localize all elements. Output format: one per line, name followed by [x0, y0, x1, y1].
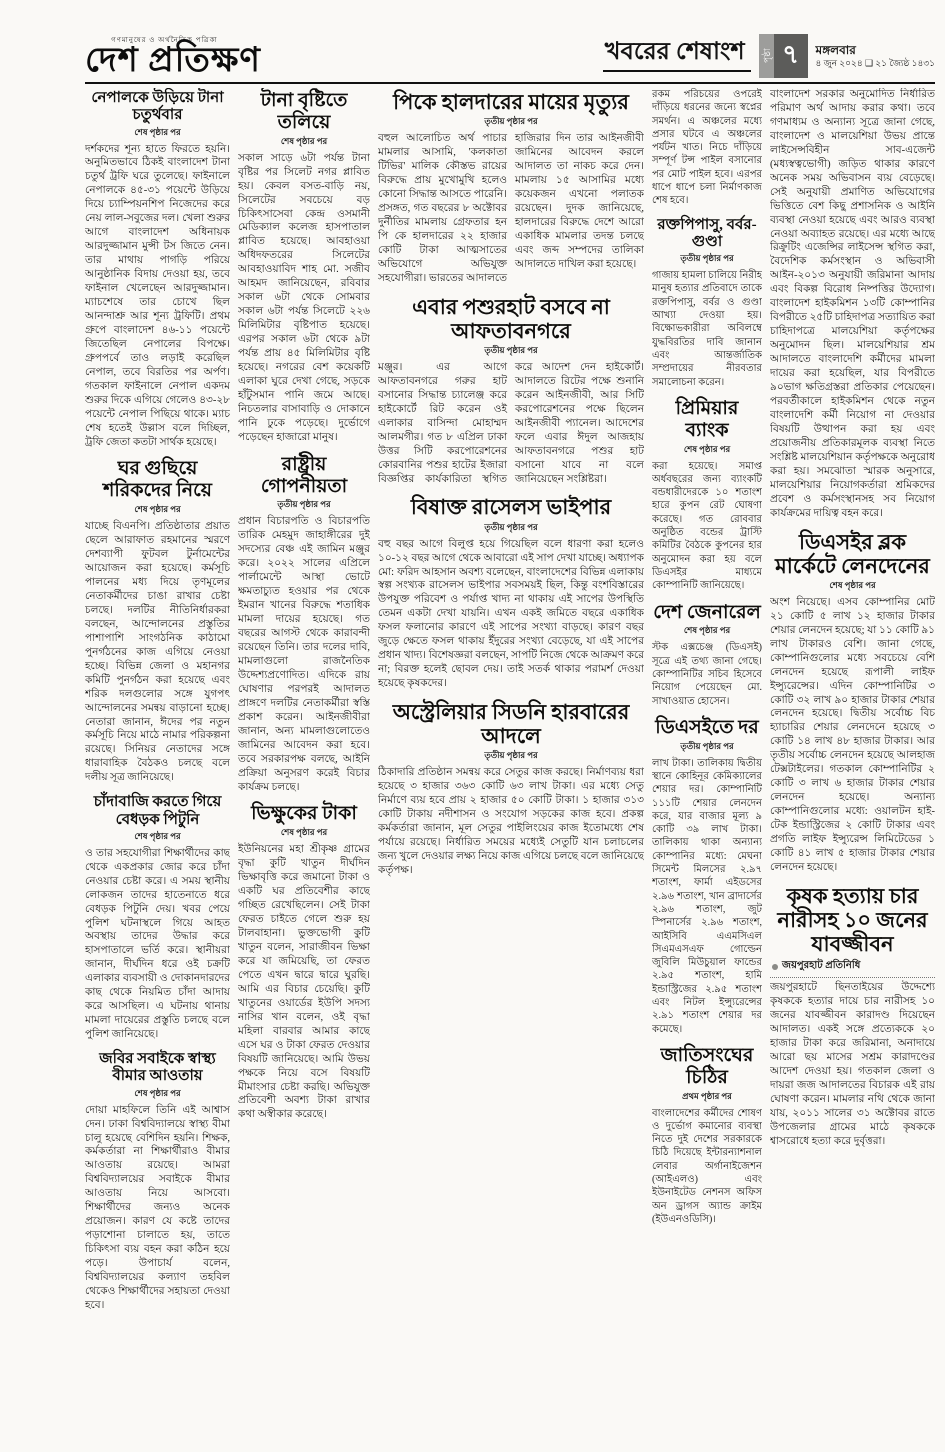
article-title: চাঁদাবাজি করতে গিয়ে বেধড়ক পিটুনি — [93, 794, 222, 828]
continued-label: শেষ পৃষ্ঠার পর — [280, 827, 328, 838]
continued-label: শেষ পৃষ্ঠার পর — [683, 625, 731, 636]
continuation-fragment — [652, 88, 762, 208]
section-title: খবরের শেষাংশ — [603, 40, 751, 72]
article-extortion-beating — [85, 794, 230, 1042]
article-body: রকম পরিচয়ের ওপরেই দাঁড়িয়ে ধরনের জন্যে স্বপ্নের সমর্থন। এ অঞ্চলের মধ্যে প্রসার ঘটবে এ অঞ্চলের পর্যটন খাত। নিচে দাঁড়িয়ে সম্পূর্ণ টন্স পাইল বসানোর পর মোট পাইল হবে। এরপর ধাপে ধাপে চলা নির্মাণকাজ শেষ হবে। — [652, 89, 762, 207]
continued-label: তৃতীয় পৃষ্ঠার পর — [484, 116, 538, 127]
column-2 — [238, 88, 370, 1444]
article-body: জয়পুরহাটে ছিনতাইয়ের উদ্দেশ্যে কৃষককে হত্যার দায়ে চার নারীসহ ১০ জনের যাবজ্জীবন কারাদণ্ড দিয়েছেন আদালত। একই সঙ্গে প্রত্যেককে ২০ হাজার টাকা করে জরিমানা, অনাদায়ে আরো ছয় মাসের সশ্রম কারাদণ্ডের আদেশ দেওয়া হয়। গতকাল জেলা ও দায়রা জজ আদালতের বিচারক এই রায় ঘোষণা করেন। মামলার নথি থেকে জানা যায়, ২০১১ সালের ৩১ অক্টোবর রাতে উপজেলার গ্রামের মাঠে কৃষককে শ্বাসরোধে হত্যা করে দুর্বৃত্তরা। — [770, 977, 935, 1148]
masthead — [85, 37, 261, 78]
article-body: ঠিকাদারি প্রতিষ্ঠান সমন্বয় করে সেতুর কাজ করছে। নির্মাণব্যয় ধরা হয়েছে ৩ হাজার ৩৬৩ কোটি ৬৩ লাখ টাকা। এর মধ্যে সেতু নির্মাণে ব্যয় হবে প্রায় ২ হাজার ৫০ কোটি টাকা। ১ হাজার ৩১৩ কোটি টাকায় নদীশাসন ও সংযোগ সড়কের কাজ হবে। প্রকল্প কর্মকর্তারা জানান, মূল সেতুর পাইলিংয়ের কাজ ইতোমধ্যে শেষ পর্যায়ে রয়েছে। নির্ধারিত সময়ের মধ্যেই সেতুটি যান চলাচলের জন্য খুলে দেওয়ার লক্ষ্য নিয়ে কাজ এগিয়ে চলছে বলে জানিয়েছে কর্তৃপক্ষ। — [378, 767, 644, 877]
column-5 — [652, 88, 762, 1444]
continued-label: প্রথম পৃষ্ঠার পর — [682, 1090, 732, 1101]
article-sylhet-rain — [238, 90, 370, 445]
article-title: জাতিসংঘের চিঠির — [660, 1044, 754, 1088]
article-title: বিষাক্ত রাসেলস ভাইপার — [410, 495, 612, 520]
article-premier-bank — [652, 398, 762, 593]
article-russells-viper — [378, 495, 644, 691]
article-title: ঘর গুছিয়ে শরিকদের নিয়ে — [103, 458, 212, 502]
page-number: ৭ — [774, 34, 808, 78]
article-body: অংশ নিয়েছে। এসব কোম্পানির মোট ২১ কোটি ৫ লাখ ১২ হাজার টাকার শেয়ার লেনদেন হয়েছে; যা ১১ কোটি ৯১ লাখ টাকারও বেশি। জানা গেছে, কোম্পানিগুলোর মধ্যে সবচেয়ে বেশি লেনদেন হয়েছে রূপালী লাইফ ইন্স্যুরেন্সের। এদিন কোম্পানিটির ৩ কোটি ৩২ লাখ ৯০ হাজার টাকার শেয়ার লেনদেন হয়েছে। দ্বিতীয় সর্বোচ্চ বিচ হ্যাচারির শেয়ার লেনদেনে হয়েছে ৩ কোটি ১৪ লাখ ৪৮ হাজার টাকার। আর তৃতীয় সর্বোচ্চ লেনদেন হয়েছে আলহাজ টেক্সটাইলের। গতকাল কোম্পানিটির ২ কোটি ৩ লাখ ৬ হাজার টাকার শেয়ার লেনদেন হয়েছে। অন্যান্য কোম্পানিগুলোর মধ্যে: ওয়ালটন হাই-টেক ইন্ডাস্ট্রিজের ২ কোটি টাকার এবং প্রগতি লাইফ ইন্স্যুরেন্স লিমিটেডের ১ কোটি ৪১ লাখ ৫ হাজার টাকার শেয়ার লেনদেন হয়েছে। — [770, 596, 935, 873]
article-title: রাষ্ট্রীয় গোপনীয়তা — [260, 453, 348, 497]
article-body: ইউনিয়নের মহা শ্রীকৃষ্ণ গ্রামের বৃদ্ধা কুটি খাতুন দীর্ঘদিন ভিক্ষাবৃত্তি করে জমানো টাকা ও একটি ঘর প্রতিবেশীর কাছে গচ্ছিত রেখেছিলেন। সেই টাকা ফেরত চাইতে গেলে শুরু হয় টালবাহানা। ভুক্তভোগী কুটি খাতুন বলেন, সারাজীবন ভিক্ষা করে যা জমিয়েছি, তা ফেরত পেতে এখন দ্বারে দ্বারে ঘুরছি। আমি এর বিচার চেয়েছি। কুটি খাতুনের ওয়ার্ডের ইউপি সদস্য নাসির খান বলেন, ওই বৃদ্ধা মহিলা বারবার আমার কাছে এসে ঘর ও টাকা ফেরত দেওয়ার বিষয়টি জানিয়েছে। আমি উভয় পক্ষকে নিয়ে বসে বিষয়টি মীমাংসার চেষ্টা করছি। অভিযুক্ত প্রতিবেশী অবশ্য টাকা রাখার কথা অস্বীকার করেছে। — [238, 844, 370, 1121]
column-3-4-block — [378, 88, 644, 1444]
article-title: দেশ জেনারেল — [653, 601, 761, 623]
article-nepal-kabaddi — [85, 90, 230, 449]
page-badge — [759, 34, 808, 78]
masthead-tagline: গণমানুষের ও অর্থনৈতিক পত্রিকা — [111, 36, 218, 44]
weekday: মঙ্গলবার — [815, 42, 856, 57]
article-body: লাখ টাকা। তালিকায় দ্বিতীয় স্থানে কোহিনূর কেমিক্যালের শেয়ার দর। কোম্পানিটি ১১১টি শেয়ার লেনদেন করে, যার বাজার মূল্য ৯ কোটি ৩৯ লাখ টাকা। তালিকায় থাকা অন্যান্য কোম্পানির মধ্যে: মেঘনা সিমেন্ট মিলসের ২.৯৭ শতাংশ, ফার্মা এইডসের ২.৯৬ শতাংশ, খান ব্রাদার্সের ২.৯৬ শতাংশ, জুট স্পিনার্সের ২.৯৬ শতাংশ, আইসিবি এএমসিএল সিএমএসএফ গোল্ডেন জুবিলি মিউচুয়াল ফান্ডের ২.৯৫ শতাংশ, হামি ইন্ডাস্ট্রিজের ২.৯৫ শতাংশ এবং নিটল ইন্স্যুরেন্সের ২.৯১ শতাংশ শেয়ার দর কমেছে। — [652, 757, 762, 1035]
article-title: কৃষক হত্যায় চার নারীসহ ১০ জনের যাবজ্জীবন — [777, 883, 928, 957]
article-bloodthirsty-barbarian — [652, 217, 762, 389]
continued-label: তৃতীয় পৃষ্ঠার পর — [680, 740, 734, 751]
article-title: ভিক্ষুকের টাকা — [251, 803, 357, 825]
article-un-letter — [652, 1045, 762, 1226]
continuation-malaysia-workers — [770, 88, 935, 521]
article-title: এবার পশুরহাট বসবে না আফতাবনগরে — [412, 294, 610, 343]
article-body: যাচ্ছে বিএনপি। প্রতিষ্ঠাতার প্রয়াত ছেলে আরাফাত রহমানের স্মরণে দেশব্যাপী ফুটবল টুর্নামেন্টের আয়োজন করা হয়েছে। কর্মসূচি পালনের মধ্য দিয়ে তৃণমূলের নেতাকর্মীদের চাঙা রাখার চেষ্টা চলছে। দলটির নীতিনির্ধারকরা বলছেন, আন্দোলনের প্রস্তুতির পাশাপাশি সাংগঠনিক কাঠামো পুনর্গঠনের কাজ এগিয়ে নেওয়া হচ্ছে। বিভিন্ন জেলা ও মহানগর কমিটি পুনর্গঠন করা হয়েছে এবং শরিক দলগুলোর সঙ্গে যুগপৎ আন্দোলনের সমন্বয় বাড়ানো হচ্ছে। নেতারা জানান, ঈদের পর নতুন কর্মসূচি নিয়ে মাঠে নামার পরিকল্পনা রয়েছে। সিনিয়র নেতাদের সঙ্গে ধারাবাহিক বৈঠকও চলছে বলে দলীয় সূত্র জানিয়েছে। — [85, 521, 230, 784]
byline-bullet-icon — [772, 964, 778, 970]
article-body: ও তার সহযোগীরা শিক্ষার্থীদের কাছ থেকে একপ্রকার জোর করে চাঁদা নেওয়ার চেষ্টা করে। এ সময় স্থানীয় লোকজন তাদের হাতেনাতে ধরে বেধড়ক পিটুনি দেয়। খবর পেয়ে পুলিশ ঘটনাস্থলে গিয়ে আহত অবস্থায় তাদের উদ্ধার করে হাসপাতালে ভর্তি করে। স্থানীয়রা জানান, দীর্ঘদিন ধরে ওই চক্রটি এলাকার ব্যবসায়ী ও দোকানদারদের কাছ থেকে নিয়মিত চাঁদা আদায় করে আসছিল। এ ঘটনায় থানায় মামলা দায়েরের প্রস্তুতি চলছে বলে পুলিশ জানিয়েছে। — [85, 847, 230, 1041]
article-title: অস্ট্রেলিয়ার সিডনি হারবারের আদলে — [392, 700, 630, 749]
continued-label: তৃতীয় পৃষ্ঠার পর — [680, 253, 734, 264]
continued-label: শেষ পৃষ্ঠার পর — [280, 135, 328, 146]
article-dse-block-market — [770, 530, 935, 875]
article-body: বহু বছর আগে বিলুপ্ত হয়ে গিয়েছিল বলে ধারণা করা হলেও ১০-১২ বছর আগে থেকে আবারো এই সাপ দেখা যাচ্ছে। অধ্যাপক মো: ফরিদ আহসান অবশ্য বলেছেন, বাংলাদেশের বিভিন্ন এলাকায় স্বল্প সংখ্যক রাসেলস ভাইপার সবসময়ই ছিল, কিন্তু বংশবিস্তারের উপযুক্ত পরিবেশ ও পর্যাপ্ত খাদ্য না থাকায় এই সাপের উপস্থিতি তেমন একটা দেখা যায়নি। এখন একই জমিতে বছরে একাধিক ফসল ফলানোর কারণে এই সাপের সংখ্যা বাড়ছে। কারণ বছর জুড়ে ক্ষেতে ফসল থাকায় ইঁদুরের সংখ্যা বেড়েছে, যা এই সাপের প্রধান খাদ্য। বিশেষজ্ঞরা বলছেন, সাপটি নিজে থেকে আক্রমণ করে না; বিরক্ত হলেই ছোবল দেয়। তাই সতর্ক থাকার পরামর্শ দেওয়া হয়েছে কৃষকদের। — [378, 538, 644, 690]
article-body: মঞ্জুর। এর আগে আফতাবনগরে গরুর হাট বসানোর সিদ্ধান্ত চ্যালেঞ্জ করে হাইকোর্টে রিট করেন ওই এলাকার বাসিন্দা মোহাম্মদ আলমগীর। গত ৮ এপ্রিল ঢাকা উত্তর সিটি করপোরেশনের কোরবানির পশুর হাটের ইজারা বিজ্ঞপ্তির কার্যকারিতা স্থগিত করে আদেশ দেন হাইকোর্ট। আদালতে রিটের পক্ষে শুনানি করেন আইনজীবী, আর সিটি করপোরেশনের পক্ষে ছিলেন আইনজীবী প্যানেল। আদেশের ফলে এবার ঈদুল আজহায় আফতাবনগরে পশুর হাট বসানো যাবে না বলে জানিয়েছেন সংশ্লিষ্টরা। — [378, 361, 644, 485]
article-title: টানা বৃষ্টিতে তলিয়ে — [260, 90, 348, 133]
article-body: স্টক এক্সচেঞ্জ (ডিএসই) সূত্রে এই তথ্য জানা গেছে। কোম্পানিটির সচিব হিসেবে নিয়োগ পেয়েছেন মো. সাখাওয়াত হোসেন। — [652, 642, 762, 707]
article-body: বাংলাদেশের কর্মীদের শোষণ ও দুর্ভোগ কমানোর ব্যবস্থা নিতে দুই দেশের সরকারকে চিঠি দিয়েছে ইন্টারন্যাশনাল লেবার অর্গানাইজেশন (আইএলও) এবং ইউনাইটেড নেশনস অফিস অন ড্রাগস অ্যান্ড ক্রাইম (ইউএনওডিসি)। — [652, 1107, 762, 1225]
article-title: জবির সবাইকে স্বাস্থ্য বীমার আওতায় — [99, 1051, 216, 1085]
article-title: পিকে হালদারের মায়ের মৃত্যুর — [393, 90, 629, 114]
article-jnu-health-insurance — [85, 1051, 230, 1313]
article-body: গাজায় হামলা চালিয়ে নিরীহ মানুষ হত্যার প্রতিবাদে তাকে রক্তপিপাসু, বর্বর ও গুণ্ডা আখ্যা দেওয়া হয়। বিক্ষোভকারীরা অবিলম্বে যুদ্ধবিরতির দাবি জানান এবং আন্তর্জাতিক সম্প্রদায়ের নীরবতার সমালোচনা করেন। — [652, 270, 762, 388]
masthead-title: দেশ প্রতিক্ষণ — [85, 42, 261, 79]
article-title: রক্তপিপাসু, বর্বর-গুণ্ডা — [657, 216, 757, 250]
date-line: ৪ জুন ২০২৪ ❑ ২১ জ্যৈষ্ঠ ১৪৩১ — [815, 57, 935, 68]
article-title: প্রিমিয়ার ব্যাংক — [675, 397, 739, 441]
article-body: বহুল আলোচিত অর্থ পাচার মামলার আসামি, 'কলকাতা টিভির' মালিক কৌস্তভ রায়ের বিরুদ্ধে প্রায় মুখোমুখি হলেও কোনো সিদ্ধান্ত আসতে পারেনি। প্রসঙ্গত, গত বছরের ৮ অক্টোবর দুর্নীতির মামলায় গ্রেফতার হন পি কে হালদারের ২২ হাজার কোটি টাকা আত্মসাতের অভিযোগে অভিযুক্ত সহযোগীরা। ভারতের আদালতে হাজিরার দিন তার আইনজীবী জামিনের আবেদন করলে আদালত তা নাকচ করে দেন। মামলায় ১৫ আসামির মধ্যে কয়েকজন এখনো পলাতক রয়েছেন। দুদক জানিয়েছে, হালদারের বিরুদ্ধে দেশে আরো একাধিক মামলার তদন্ত চলছে এবং জব্দ সম্পদের তালিকা আদালতে দাখিল করা হয়েছে। — [378, 133, 644, 284]
header-right — [603, 34, 935, 78]
column-1 — [85, 88, 230, 1444]
continued-label: শেষ পৃষ্ঠার পর — [134, 830, 181, 841]
article-body: সকাল সাড়ে ৬টা পর্যন্ত টানা বৃষ্টির পর সিলেট নগর প্লাবিত হয়। কেবল বসত-বাড়ি নয়, সিলেটের সবচেয়ে বড় চিকিৎসাসেবা কেন্দ্র ওসমানী মেডিক্যাল কলেজ হাসপাতাল প্লাবিত হয়েছে। আবহাওয়া অধিদফতরের সিলেটের আবহাওয়াবিদ শাহ মো. সজীব আহমদ জানিয়েছেন, রবিবার সকাল ৬টা থেকে সোমবার সকাল ৬টা পর্যন্ত সিলেটে ২২৬ মিলিমিটার বৃষ্টিপাত হয়েছে। এরপর সকাল ৬টা থেকে ৯টা পর্যন্ত প্রায় ৪৫ মিলিমিটার বৃষ্টি হয়েছে। নগরের বেশ কয়েকটি এলাকা ঘুরে দেখা গেছে, সড়কে হাঁটুসমান পানি জমে আছে। নিচতলার বাসাবাড়ি ও দোকানে পানি ঢুকে পড়েছে। দুর্ভোগে পড়েছেন হাজারো মানুষ। — [238, 152, 370, 443]
article-desh-general — [652, 602, 762, 708]
continued-label: শেষ পৃষ্ঠার পর — [134, 504, 181, 515]
continued-label: শেষ পৃষ্ঠার পর — [683, 443, 731, 454]
article-pk-haldar — [378, 90, 644, 286]
article-body: দোয়া মাহফিলে তিনি এই আশ্বাস দেন। ঢাকা বিশ্ববিদ্যালয়ে স্বাস্থ্য বীমা চালু হয়েছে বেশিদিন হয়নি। শিক্ষক, কর্মকর্তারা না শিক্ষার্থীরাও বীমার আওতায় রয়েছে। আমরা বিশ্ববিদ্যালয়ের সবাইকে বীমার আওতায় নিয়ে আসবো। শিক্ষার্থীদের জন্যও অনেক প্রয়োজন। কারণ যে কষ্টে তাদের পড়াশোনা চালাতে হয়, তাতে চিকিৎসা ব্যয় বহন করা কঠিন হয়ে পড়ে। উপাচার্য বলেন, বিশ্ববিদ্যালয়ের কল্যাণ তহবিল থেকেও শিক্ষার্থীদের সহায়তা দেওয়া হবে। — [85, 1104, 230, 1311]
article-beggar-money — [238, 803, 370, 1122]
column-6 — [770, 88, 935, 1444]
article-bnp-allies — [85, 458, 230, 785]
article-state-secrecy — [238, 454, 370, 795]
byline-text: জয়পুরহাট প্রতিনিধি — [782, 960, 861, 972]
continued-label: শেষ পৃষ্ঠার পর — [134, 1087, 181, 1098]
article-sydney-harbour-bridge — [378, 700, 644, 878]
continued-label: শেষ পৃষ্ঠার পর — [134, 126, 181, 137]
date-block — [816, 43, 935, 69]
continued-label: তৃতীয় পৃষ্ঠার পর — [484, 521, 538, 532]
byline — [772, 958, 935, 975]
continued-label: শেষ পৃষ্ঠার পর — [829, 579, 876, 590]
continued-label: তৃতীয় পৃষ্ঠার পর — [277, 499, 331, 510]
page-header — [85, 18, 935, 84]
article-title: ডিএসইতে দর — [655, 716, 759, 738]
article-body: দর্শকদের শূন্য হাতে ফিরতে হয়নি। অনুমিতভাবে ঠিকই বাংলাদেশ টানা চতুর্থ ট্রফি ঘরে তুলেছে। ফাইনালে নেপালকে ৪৫-৩১ পয়েন্টে উড়িয়ে দিয়ে চ্যাম্পিয়নশিপ নিজেদের করে নেয় লাল-সবুজের দল। খেলা শুরুর আগে বাংলাদেশ অধিনায়ক আরদুজ্জামান মুন্সী টস জিতে নেন। তার মাথায় পাগড়ি পরিয়ে আনুষ্ঠানিক বিদায় দেওয়া হয়, তবে ফাইনাল খেলেছেন আরদুজ্জামান। ম্যাচশেষে তার চোখে ছিল আনন্দাশ্রু আর শূন্য ট্রফিটি। প্রথম গ্রুপে বাংলাদেশ ৪৬-১১ পয়েন্টে জিতেছিল নেপালের বিপক্ষে। গ্রুপপর্বে তাও লড়াই করেছিল নেপাল, তবে বিরতির পর অর্পণ। গতকাল ফাইনালে নেপাল একদম শুরুর দিকে এগিয়ে গেলেও ৪৩-২৮ পয়েন্টে নেপাল পিছিয়ে থাকে। ম্যাচ শেষ হতেই উল্লাস বলে দিচ্ছিল, ট্রফি জেতা কতটা সার্থক হয়েছে। — [85, 143, 230, 448]
article-body: প্রধান বিচারপতি ও বিচারপতি তারিক মেহমুদ জাহাঙ্গীরের দুই সদস্যের বেঞ্চ এই জামিন মঞ্জুর করে। ২০২২ সালের এপ্রিলে পার্লামেন্টে আস্থা ভোটে ক্ষমতাচ্যুত হওয়ার পর থেকে ইমরান খানের বিরুদ্ধে শতাধিক মামলা দায়ের হয়েছে। গত বছরের আগস্ট থেকে কারাবন্দী রয়েছেন তিনি। তার দলের দাবি, মামলাগুলো রাজনৈতিক উদ্দেশ্যপ্রণোদিত। এদিকে রায় ঘোষণার পরপরই আদালত প্রাঙ্গণে দলটির নেতাকর্মীরা স্বস্তি প্রকাশ করেন। আইনজীবীরা জানান, অন্য মামলাগুলোতেও জামিনের আবেদন করা হবে। তবে সরকারপক্ষ বলছে, আইনি প্রক্রিয়া অনুসরণ করেই বিচার কার্যক্রম চলছে। — [238, 516, 370, 793]
article-aftabnagar-cattle-market — [378, 295, 644, 487]
page-body — [85, 88, 935, 1444]
article-body: করা হয়েছে। সমাপ্ত অর্ধবছরের জন্য ব্যাংকটি বন্ডধারীদেরকে ১০ শতাংশ হারে কুপন রেট ঘোষণা করেছে। গত রোববার অনুষ্ঠিত বন্ডের ট্রাস্টি কমিটির বৈঠকে কুপনের হার অনুমোদন করা হয় বলে ডিএসইর মাধ্যমে কোম্পানিটি জানিয়েছে। — [652, 460, 762, 592]
continued-label: তৃতীয় পৃষ্ঠার পর — [484, 344, 538, 355]
continued-label: তৃতীয় পৃষ্ঠার পর — [484, 750, 538, 761]
article-title: ডিএসইর ব্লক মার্কেটে লেনদেনের — [775, 529, 930, 578]
article-dse-prices — [652, 717, 762, 1036]
article-farmer-murder-verdict — [770, 884, 935, 1149]
article-title: নেপালকে উড়িয়ে টানা চতুর্থবার — [91, 90, 224, 124]
page-word-tab: পৃষ্ঠা — [759, 34, 774, 78]
article-body: বাংলাদেশ সরকার অনুমোদিত নির্ধারিত পরিমাণ অর্থ আদায় করার কথা। তবে গণমাধ্যম ও অন্যান্য সূত্রে জানা গেছে, বাংলাদেশ ও মালয়েশিয়া উভয় প্রান্তে লাইসেন্সবিহীন সাব-এজেন্ট (মধ্যস্বত্বভোগী) জড়িত থাকার কারণে অনেক সময় অভিবাসন ব্যয় বেড়েছে। সেই অনুযায়ী প্রমাণিত অভিযোগের ভিত্তিতে বেশ কিছু প্রশাসনিক ও আইনি ব্যবস্থা নেওয়া হয়েছে এবং আরও ব্যবস্থা নেওয়া অব্যাহত রয়েছে। এর মধ্যে আছে রিক্রুটিং এজেন্সির লাইসেন্স স্থগিত করা, বৈদেশিক কর্মসংস্থান ও অভিবাসী আইন-২০১৩ অনুযায়ী জরিমানা আদায় এবং বিকল্প বিরোধ নিষ্পত্তির উদ্যোগ। বাংলাদেশ হাইকমিশন ১৩টি কোম্পানির বিপরীতে ২৫টি চাহিদাপত্র সত্যায়িত করা চাহিদাপত্রে মালয়েশিয়া কর্তৃপক্ষের অনুমোদন ছিল। মালয়েশিয়ার শ্রম আদালতে বাংলাদেশি কর্মীদের মামলা দায়ের করা হয়েছিল, যার বিপরীতে ৯০ভাগ ক্ষতিগ্রস্তরা প্রতিকার পেয়েছেন। পরবর্তীকালে হাইকমিশন থেকে নতুন বাংলাদেশি কর্মী নিয়োগ না দেওয়ার বিষয়টি উত্থাপন করা হয় এবং প্রয়োজনীয় প্রতিকারমূলক ব্যবস্থা নিতে সংশ্লিষ্ট মালয়েশিয়ান কর্তৃপক্ষকে অনুরোধ করা হয়। সমঝোতা স্মারক অনুসারে, মালয়েশিয়ার নিয়োগকর্তারা শ্রমিকদের প্রবেশ ও কর্মসংস্থানসহ সব নিয়োগ কার্যক্রমের দায়িত্ব বহন করে। — [770, 89, 935, 519]
